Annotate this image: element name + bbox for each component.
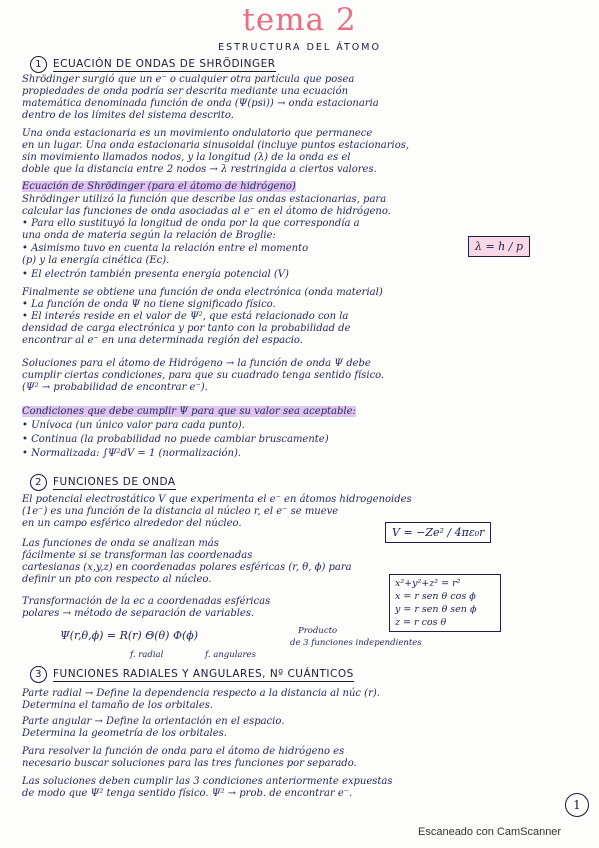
- text-line: sin movimiento llamados nodos, y la longitud (λ) de la onda es el: [22, 152, 351, 163]
- text-line: • El interés reside en el valor de Ψ², que está relacionado con la: [22, 311, 349, 322]
- coordinate-equations-box: [389, 574, 501, 632]
- text-line: definir un pto con respecto al núcleo.: [22, 574, 212, 585]
- section-1-heading: [30, 56, 276, 73]
- coord-equation: x = r sen θ cos ϕ: [395, 591, 476, 602]
- text-line: Una onda estacionaria es un movimiento ondulatorio que permanece: [22, 128, 373, 139]
- text-line: Las soluciones deben cumplir las 3 condiciones anteriormente expuestas: [22, 776, 393, 787]
- text-line: (1e⁻) es una función de la distancia al núcleo r, el e⁻ se mueve: [22, 506, 339, 517]
- text-line: matemática denominada función de onda (Ψ(psi)) → onda estacionaria: [22, 98, 379, 109]
- text-line: • El electrón también presenta energía potencial (V): [22, 269, 289, 280]
- section-3-heading: [30, 666, 354, 683]
- highlighted-heading: Condiciones que debe cumplir Ψ para que su valor sea aceptable:: [22, 406, 356, 417]
- angular-label: f. angulares: [205, 650, 256, 660]
- text-line: • Para ello sustituyó la longitud de onda por la que correspondía a: [22, 218, 360, 229]
- text-line: • La función de onda Ψ no tiene significado físico.: [22, 299, 276, 310]
- text-line: Parte radial → Define la dependencia respecto a la distancia al núc (r).: [22, 688, 380, 699]
- text-line: en un lugar. Una onda estacionaria sinusoidal (incluye puntos estacionarios,: [22, 140, 410, 151]
- page-subtitle: ESTRUCTURA DEL ÁTOMO: [218, 42, 381, 53]
- text-line: Determina el tamaño de los orbitales.: [22, 700, 214, 711]
- section-title: FUNCIONES DE ONDA: [53, 476, 176, 488]
- subheading-line: [22, 406, 356, 418]
- text-line: cumplir ciertas condiciones, para que su cuadrado tenga sentido físico.: [22, 370, 385, 381]
- text-line: (p) y la energía cinética (Ec).: [22, 255, 170, 266]
- text-line: encontrar al e⁻ en una determinada región del espacio.: [22, 335, 303, 346]
- broglie-formula: λ = h / p: [468, 236, 530, 257]
- text-line: Determina la geometría de los orbitales.: [22, 728, 227, 739]
- text-line: fácilmente si se transforman las coordenadas: [22, 550, 253, 561]
- text-line: en un campo esférico alrededor del núcleo.: [22, 518, 242, 529]
- text-line: Para resolver la función de onda para el átomo de hidrógeno es: [22, 746, 345, 757]
- text-line: dentro de los límites del sistema descrito.: [22, 110, 234, 121]
- text-line: Las funciones de onda se analizan más: [22, 538, 219, 549]
- text-line: propiedades de onda podría ser descrita mediante una ecuación: [22, 86, 349, 97]
- separation-note: de 3 funciones independientes: [290, 638, 422, 648]
- text-line: doble que la distancia entre 2 nodos → λ restringida a ciertos valores.: [22, 164, 377, 175]
- coord-equation: y = r sen θ sen ϕ: [395, 604, 477, 615]
- text-line: Soluciones para el átomo de Hidrógeno → la función de onda Ψ debe: [22, 358, 371, 369]
- text-line: de modo que Ψ² tenga sentido físico. Ψ² → prob. de encontrar e⁻.: [22, 788, 353, 799]
- coord-equation: z = r cos θ: [395, 617, 447, 628]
- section-title: FUNCIONES RADIALES Y ANGULARES, Nº CUÁNTICOS: [53, 668, 354, 680]
- subheading-line: [22, 181, 296, 193]
- text-line: Transformación de la ec a coordenadas esféricas: [22, 596, 271, 607]
- radial-label: f. radial: [130, 650, 164, 660]
- text-line: Shrödinger surgió que un e⁻ o cualquier otra partícula que posea: [22, 74, 355, 85]
- section-number: 3: [30, 666, 47, 683]
- potential-formula: V = −Ze² / 4πε₀r: [385, 522, 491, 543]
- section-number: 1: [30, 56, 47, 73]
- text-line: El potencial electrostático V que experimenta el e⁻ en átomos hidrogenoides: [22, 494, 412, 505]
- text-line: • Unívoca (un único valor para cada punto).: [22, 420, 245, 431]
- text-line: Parte angular → Define la orientación en el espacio.: [22, 716, 285, 727]
- text-line: cartesianas (x,y,z) en coordenadas polares esféricas (r, θ, ϕ) para: [22, 562, 352, 573]
- page-number: 1: [565, 793, 589, 817]
- text-line: polares → método de separación de variables.: [22, 608, 255, 619]
- text-line: una onda de materia según la relación de Broglie:: [22, 230, 276, 241]
- text-line: • Asimismo tuvo en cuenta la relación entre el momento: [22, 243, 309, 254]
- text-line: densidad de carga electrónica y por tanto con la probabilidad de: [22, 323, 351, 334]
- scanner-watermark: Escaneado con CamScanner: [418, 826, 562, 838]
- section-title: ECUACIÓN DE ONDAS DE SHRÖDINGER: [53, 58, 276, 70]
- section-number: 2: [30, 474, 47, 491]
- text-line: • Continua (la probabilidad no puede cambiar bruscamente): [22, 434, 329, 445]
- page-title: tema 2: [242, 2, 357, 38]
- text-line: necesario buscar soluciones para las tres funciones por separado.: [22, 758, 357, 769]
- separation-note: Producto: [298, 626, 338, 636]
- text-line: calcular las funciones de onda asociadas al e⁻ en el átomo de hidrógeno.: [22, 206, 391, 217]
- text-line: • Normalizada: ∫Ψ²dV = 1 (normalización).: [22, 448, 242, 459]
- coord-equation: x²+y²+z² = r²: [395, 578, 461, 589]
- text-line: Shrödinger utilizó la función que describe las ondas estacionarias, para: [22, 194, 387, 205]
- separation-formula: Ψ(r,θ,ϕ) = R(r) Θ(θ) Φ(ϕ): [60, 629, 199, 642]
- text-line: Finalmente se obtiene una función de onda electrónica (onda material): [22, 287, 383, 298]
- highlighted-heading: Ecuación de Shrödinger (para el átomo de hidrógeno): [22, 181, 296, 192]
- section-2-heading: [30, 474, 176, 491]
- text-line: (Ψ² → probabilidad de encontrar e⁻).: [22, 382, 208, 393]
